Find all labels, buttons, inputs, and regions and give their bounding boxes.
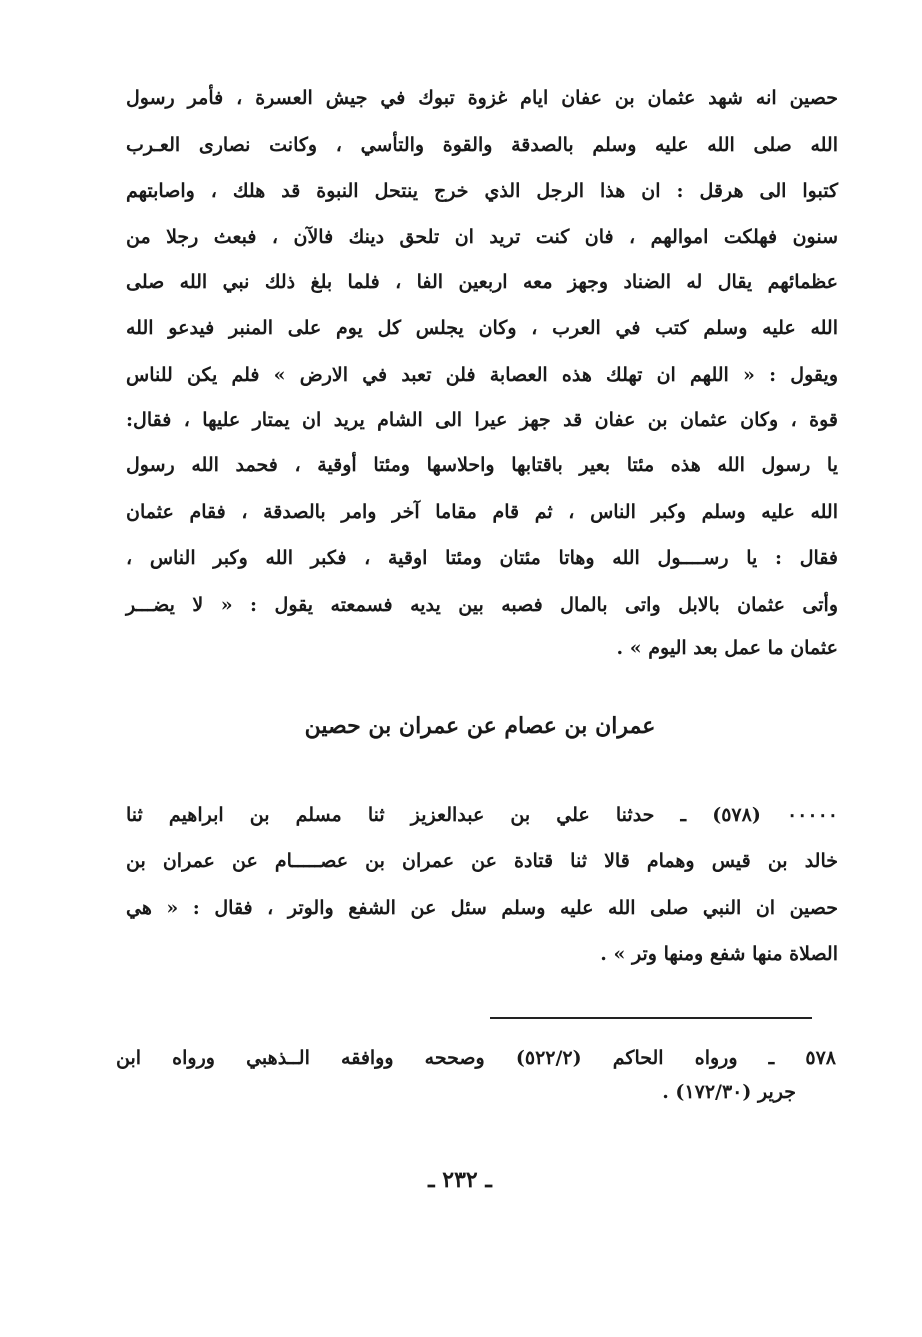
- body-line: قوة ، وكان عثمان بن عفان قد جهز عيرا الى الشام يريد ان يمتار عليها ، فقال:: [126, 409, 838, 431]
- body-line: الله صلى الله عليه وسلم بالصدقة والقوة والتأسي ، وكانت نصارى العـرب: [126, 134, 838, 156]
- body-line: عثمان ما عمل بعد اليوم » .: [616, 637, 838, 659]
- body-line: الله عليه وسلم وكبر الناس ، ثم قام مقاما آخر وامر بالصدقة ، فقام عثمان: [126, 501, 838, 523]
- section-heading: عمران بن عصام عن عمران بن حصين: [304, 713, 656, 739]
- body-line: الله عليه وسلم كتب في العرب ، وكان يجلس كل يوم على المنبر فيدعو الله: [126, 317, 838, 339]
- body-line: كتبوا الى هرقل : ان هذا الرجل الذي خرج ينتحل النبوة قد هلك ، واصابتهم: [126, 180, 838, 202]
- body-line: فقال : يا رســــول الله وهاتا مئتان ومئتا اوقية ، فكبر الله وكبر الناس ،: [126, 547, 838, 569]
- body-line: وأتى عثمان بالابل واتى بالمال فصبه بين يديه فسمعته يقول : « لا يضـــر: [126, 594, 838, 616]
- footnote-line: ٥٧٨ ـ ورواه الحاكم (٥٢٢/٢) وصححه ووافقه الــذهبي ورواه ابن: [116, 1047, 836, 1069]
- body-line: عظمائهم يقال له الضناد وجهز معه اربعين الفا ، فلما بلغ ذلك نبي الله صلى: [126, 271, 838, 293]
- hadith-line: ٠٠٠٠٠ (٥٧٨) ـ حدثنا علي بن عبدالعزيز ثنا مسلم بن ابراهيم ثنا: [126, 804, 838, 826]
- footnote-line: جرير (١٧٢/٣٠) .: [662, 1081, 796, 1103]
- page-number: ـ ٢٣٢ ـ: [428, 1167, 492, 1193]
- hadith-line: خالد بن قيس وهمام قالا ثنا قتادة عن عمران بن عصـــــام عن عمران بن: [126, 850, 838, 872]
- body-line: ويقول : « اللهم ان تهلك هذه العصابة فلن تعبد في الارض » فلم يكن للناس: [126, 364, 838, 386]
- body-line: سنون فهلكت اموالهم ، فان كنت تريد ان تلحق دينك فالآن ، فبعث رجلا من: [126, 226, 838, 248]
- body-line: يا رسول الله هذه مئتا بعير باقتابها واحلاسها ومئتا أوقية ، فحمد الله رسول: [126, 454, 838, 476]
- footnote-divider: [490, 1017, 812, 1019]
- hadith-line: الصلاة منها شفع ومنها وتر » .: [600, 943, 838, 965]
- body-line: حصين انه شهد عثمان بن عفان ايام غزوة تبوك في جيش العسرة ، فأمر رسول: [126, 87, 838, 109]
- hadith-line: حصين ان النبي صلى الله عليه وسلم سئل عن الشفع والوتر ، فقال : « هي: [126, 897, 838, 919]
